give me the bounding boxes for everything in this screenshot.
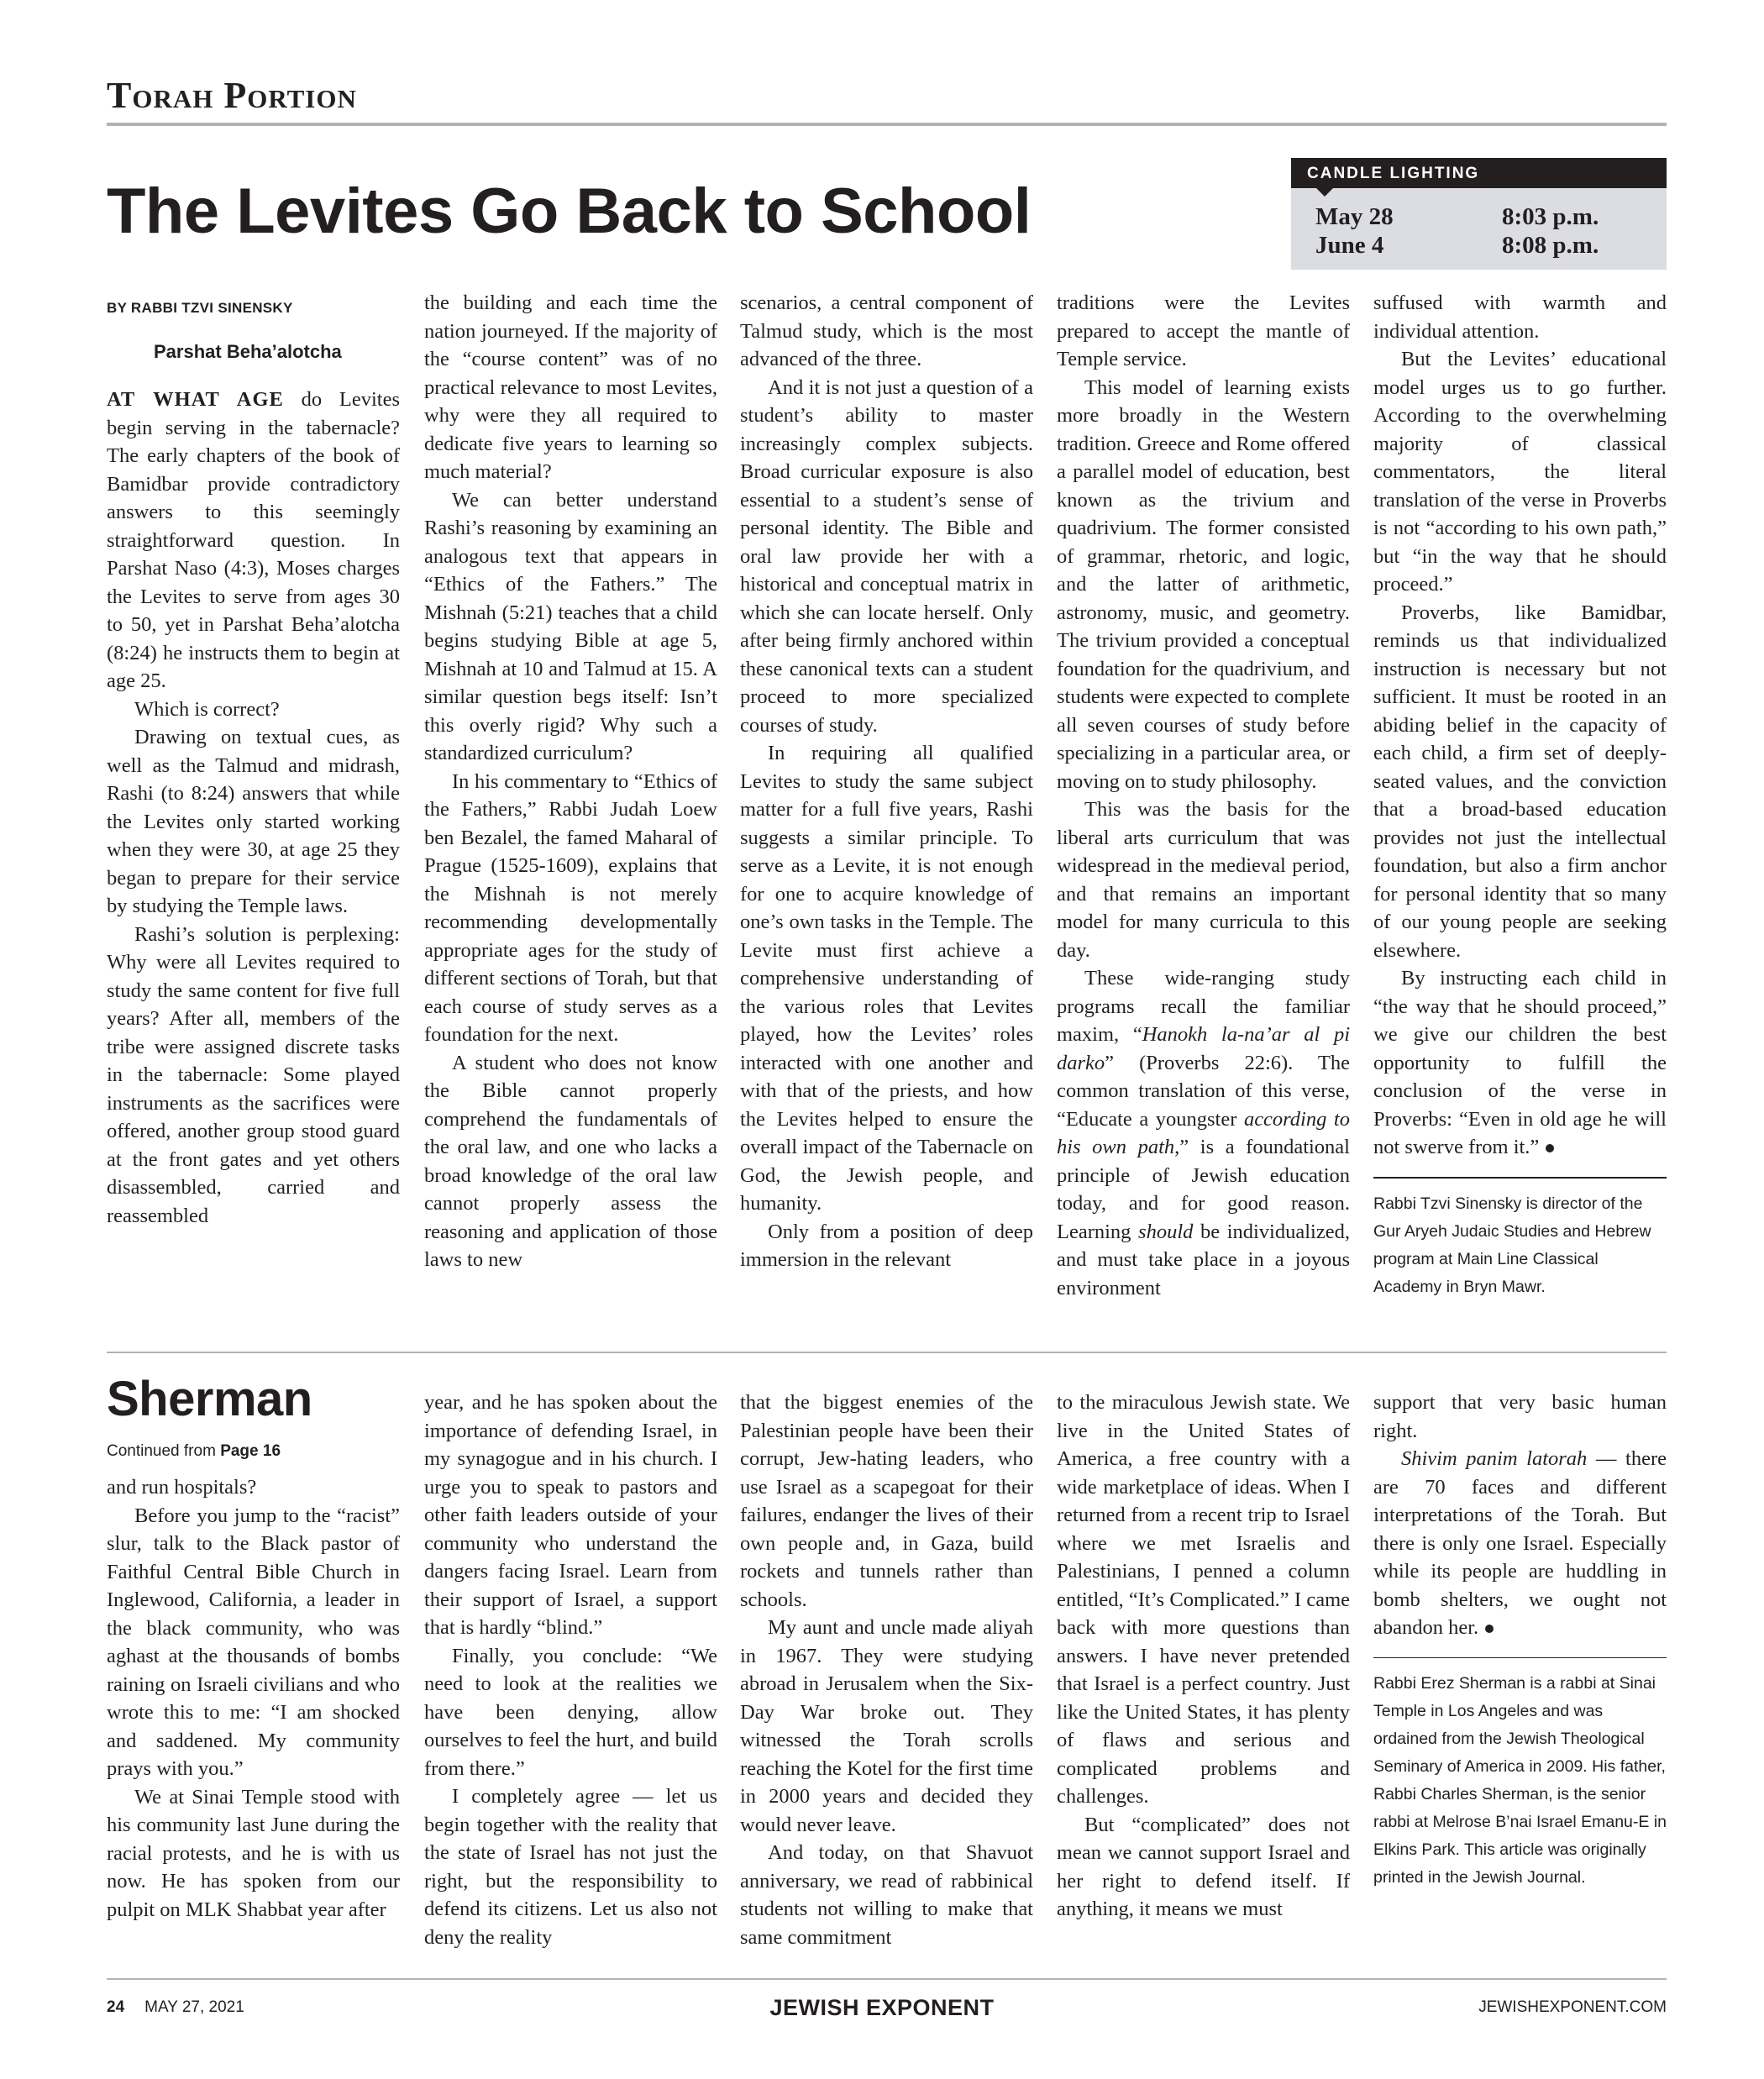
continued-from [107, 1441, 400, 1462]
candle-row [1315, 232, 1599, 260]
end-mark-icon [1485, 1625, 1494, 1633]
candle-date: June 4 [1315, 232, 1384, 259]
article1-column-1 [107, 290, 400, 1230]
candle-header-notch [1316, 188, 1333, 197]
candle-lighting-label: CANDLE LIGHTING [1291, 158, 1667, 188]
paragraph: Only from a position of deep immersion in the relevant [740, 1220, 1033, 1271]
section-rule [107, 123, 1667, 126]
article1-column-4 [1057, 289, 1350, 1302]
paragraph: We at Sinai Temple stood with his community last June during the racial protests, and he is with us now. He has spoken from our pulpit on MLK Shabbat year after [107, 1785, 400, 1921]
text-run: ,” is a foundational principle of Jewish education today, and for good reason. Learning [1057, 1136, 1350, 1243]
website: JEWISHEXPONENT.COM [1478, 1998, 1667, 2016]
author-bio: Rabbi Tzvi Sinensky is director of the Gur Aryeh Judaic Studies and Hebrew program at Main Line Classical Academy in Bryn Mawr. [1373, 1194, 1651, 1296]
paragraph: Which is correct? [134, 697, 280, 721]
paragraph: And today, on that Shavuot anniversary, we read of rabbinical students not willing to make that same commitment [740, 1841, 1033, 1949]
paragraph-text: do Levites begin serving in the tabernacle? The early chapters of the book of Bamidbar provide contradictory answers to this seemingly straightforward question. In Parshat Naso (4:3), Moses charges the Levites to serve from ages 30 to 50, yet in Parshat Beha’alotcha (8:24) he instructs them to begin at age 25. [107, 388, 400, 692]
paragraph: Finally, you conclude: “We need to look at the realities we have been denying, allow ourselves to feel the hurt, and build from there.” [424, 1644, 717, 1780]
paragraph [1373, 1445, 1667, 1642]
paragraph: traditions were the Levites prepared to accept the mantle of Temple service. [1057, 291, 1350, 370]
page-number: 24 [107, 1998, 125, 2016]
article2-column-5 [1373, 1389, 1667, 1892]
article-divider [107, 1352, 1667, 1353]
bio-rule [1373, 1177, 1667, 1179]
candle-time: 8:08 p.m. [1502, 232, 1599, 259]
paragraph: But the Levites’ educational model urges us to go further. According to the overwhelming majority of classical commentators, the literal translation of the verse in Proverbs is not “according to his own path,” but “in the way that he should proceed.” [1373, 348, 1667, 596]
paragraph: This was the basis for the liberal arts curriculum that was widespread in the medieval period, and that remains an important model for many curricula to this day. [1057, 798, 1350, 962]
parshat-title: Parshat Beha’alotcha [154, 341, 342, 362]
italic-run: should [1138, 1220, 1194, 1243]
paragraph: Before you jump to the “racist” slur, talk to the Black pastor of Faithful Central Bible Church in Inglewood, California, a leader in the black community, who was aghast at the thousands of bombs raining on Israeli civilians and who wrote this to me: “I am shocked and saddened. My community prays with you.” [107, 1504, 400, 1780]
candle-time: 8:03 p.m. [1502, 203, 1599, 230]
article1-column-5 [1373, 289, 1667, 1301]
headline: The Levites Go Back to School [107, 176, 1032, 247]
paragraph: In his commentary to “Ethics of the Fathers,” Rabbi Judah Loew ben Bezalel, the famed Maharal of Prague (1525-1609), explains that the Mishnah is not merely recommending developmentally appropriate ages for the study of different sections of Torah, but that each course of study serves as a foundation for the next. [424, 769, 717, 1046]
article2-column-2 [424, 1389, 717, 1951]
paragraph: Proverbs, like Bamidbar, reminds us that individualized instruction is necessary but not sufficient. It must be rooted in an abiding belief in the capacity of each child, a firm set of deeply-seated values, and the conviction that a broad-based education provides not just the intellectual foundation, but also a firm anchor for personal identity that so many of our young people are seeking elsewhere. [1373, 601, 1667, 962]
text-run: be individualized, and must take place in a joyous environment [1057, 1220, 1350, 1299]
article1-column-2 [424, 289, 717, 1274]
paragraph [1057, 964, 1350, 1302]
paragraph: that the biggest enemies of the Palestinian people have been their corrupt, Jew-hating leaders, who use Israel as a scapegoat for their failures, endanger the lives of their own people and, in Gaza, build rockets and tunnels rather than schools. [740, 1391, 1033, 1611]
text-run: ” (Proverbs 22:6). The common translation of this verse, “Educate a youngster [1057, 1051, 1350, 1131]
candle-row [1315, 203, 1599, 231]
text-run: — there are 70 faces and different interpretations of the Torah. But there is only one Israel. Especially while its people are huddling in bomb shelters, we ought not abandon her. [1373, 1447, 1667, 1639]
text-run: These wide-ranging study programs recall the familiar maxim, “ [1057, 967, 1350, 1046]
italic-run: Hanokh la-na’ar al pi darko [1057, 1023, 1350, 1074]
byline: BY RABBI TZVI SINENSKY [107, 300, 293, 316]
paragraph: My aunt and uncle made aliyah in 1967. They were studying abroad in Jerusalem when the Six-Day War broke out. They witnessed the Torah scrolls reaching the Kotel for the first time in 2000 years and decided they would never leave. [740, 1616, 1033, 1836]
paragraph: This model of learning exists more broadly in the Western tradition. Greece and Rome offered a parallel model of education, best known as the trivium and quadrivium. The former consisted of grammar, rhetoric, and logic, and the latter of arithmetic, astronomy, music, and geometry. The trivium provided a conceptual foundation for the quadrivium, and students were expected to complete all seven courses of study before specializing in a particular area, or moving on to study philosophy. [1057, 375, 1350, 793]
paragraph: support that very basic human right. [1373, 1391, 1667, 1442]
paragraph: A student who does not know the Bible cannot properly comprehend the fundamentals of the oral law, and one who lacks a broad knowledge of the oral law cannot properly assess the reasoning and application of those laws to new [424, 1051, 717, 1271]
paragraph: to the miraculous Jewish state. We live in the United States of America, a free country with a wide marketplace of ideas. When I returned from a recent trip to Israel where we met Israelis and Palestinians, I penned a column entitled, “It’s Complicated.” I came back with more questions than answers. I have never pretended that Israel is a perfect country. Just like the United States, it has plenty of flaws and serious and complicated problems and challenges. [1057, 1391, 1350, 1808]
paragraph-text: By instructing each child in “the way that he should proceed,” we give our children the best opportunity to fulfill the conclusion of the verse in Proverbs: “Even in old age he will not swerve from it.” [1373, 967, 1667, 1158]
section-label: Torah Portion [107, 75, 357, 116]
italic-run: according to his own path [1057, 1107, 1350, 1158]
article2-column-4 [1057, 1389, 1350, 1924]
candle-date: May 28 [1315, 203, 1394, 230]
paragraph: the building and each time the nation journeyed. If the majority of the “course content” was of no practical relevance to most Levites, why were they all required to dedicate five years to learning so much material? [424, 291, 717, 483]
paragraph: We can better understand Rashi’s reasoning by examining an analogous text that appears in “Ethics of the Fathers.” The Mishnah (5:21) teaches that a child begins studying Bible at age 5, Mishnah at 10 and Talmud at 15. A similar question begs itself: Isn’t this overly rigid? Why such a standardized curriculum? [424, 488, 717, 764]
continued-prefix: Continued from [107, 1442, 216, 1460]
lead-in: AT WHAT AGE [107, 388, 284, 411]
italic-run: Shivim panim latorah [1401, 1447, 1588, 1470]
article2-column-1 [107, 1371, 400, 1924]
paragraph: But “complicated” does not mean we cannot support Israel and her right to defend itself. If anything, it means we must [1057, 1813, 1350, 1920]
candle-lighting-box [1291, 158, 1667, 270]
footer-rule [107, 1978, 1667, 1980]
paragraph: year, and he has spoken about the importance of defending Israel, in my synagogue and in his church. I urge you to speak to pastors and other faith leaders outside of your community who understand the dangers facing Israel. Learn from their support of Israel, a support that is hardly “blind.” [424, 1391, 717, 1639]
paragraph: scenarios, a central component of Talmud study, which is the most advanced of the three. [740, 291, 1033, 370]
sherman-headline: Sherman [107, 1372, 312, 1426]
article1-column-3 [740, 289, 1033, 1274]
issue-date: MAY 27, 2021 [144, 1998, 244, 2016]
continued-page: Page 16 [220, 1442, 281, 1460]
publication-name: JEWISH EXPONENT [769, 1995, 995, 2020]
paragraph [107, 386, 400, 696]
paragraph: Rashi’s solution is perplexing: Why were all Levites required to study the same content for five full years? After all, members of the tribe were assigned discrete tasks in the tabernacle: Some played instruments as the sacrifices were offered, another group stood guard at the front gates and yet others disassembled, carried and reassembled [107, 922, 400, 1227]
paragraph: Drawing on textual cues, as well as the Talmud and midrash, Rashi (to 8:24) answers that while the Levites only started working when they were 30, at age 25 they began to prepare for their service by studying the Temple laws. [107, 726, 400, 917]
article2-column-3 [740, 1389, 1033, 1951]
paragraph: and run hospitals? [107, 1476, 257, 1499]
paragraph: In requiring all qualified Levites to study the same subject matter for a full five years, Rashi suggests a similar principle. To serve as a Levite, it is not enough for one to acquire knowledge of one’s own tasks in the Temple. The Levite must first achieve a comprehensive understanding of the various roles that Levites played, how the Levites’ roles interacted with one another and with that of the priests, and how the Levites helped to ensure the overall impact of the Tabernacle on God, the Jewish people, and humanity. [740, 742, 1033, 1215]
author-bio: Rabbi Erez Sherman is a rabbi at Sinai Temple in Los Angeles and was ordained from the Jewish Theological Seminary of America in 2009. His father, Rabbi Charles Sherman, is the senior rabbi at Melrose B’nai Israel Emanu-E in Elkins Park. This article was originally printed in the Jewish Journal. [1373, 1673, 1667, 1887]
paragraph: And it is not just a question of a student’s ability to master increasingly complex subjects. Broad curricular exposure is also essential to a student’s sense of personal identity. The Bible and oral law provide her with a historical and conceptual matrix in which she can locate herself. Only after being firmly anchored within these canonical texts can a student proceed to more specialized courses of study. [740, 375, 1033, 737]
bio-rule [1373, 1657, 1667, 1658]
paragraph: I completely agree — let us begin together with the reality that the state of Israel has not just the right, but the responsibility to defend its citizens. Let us also not deny the reality [424, 1785, 717, 1949]
paragraph [1373, 964, 1667, 1162]
paragraph: suffused with warmth and individual attention. [1373, 291, 1667, 343]
end-mark-icon [1546, 1144, 1554, 1152]
